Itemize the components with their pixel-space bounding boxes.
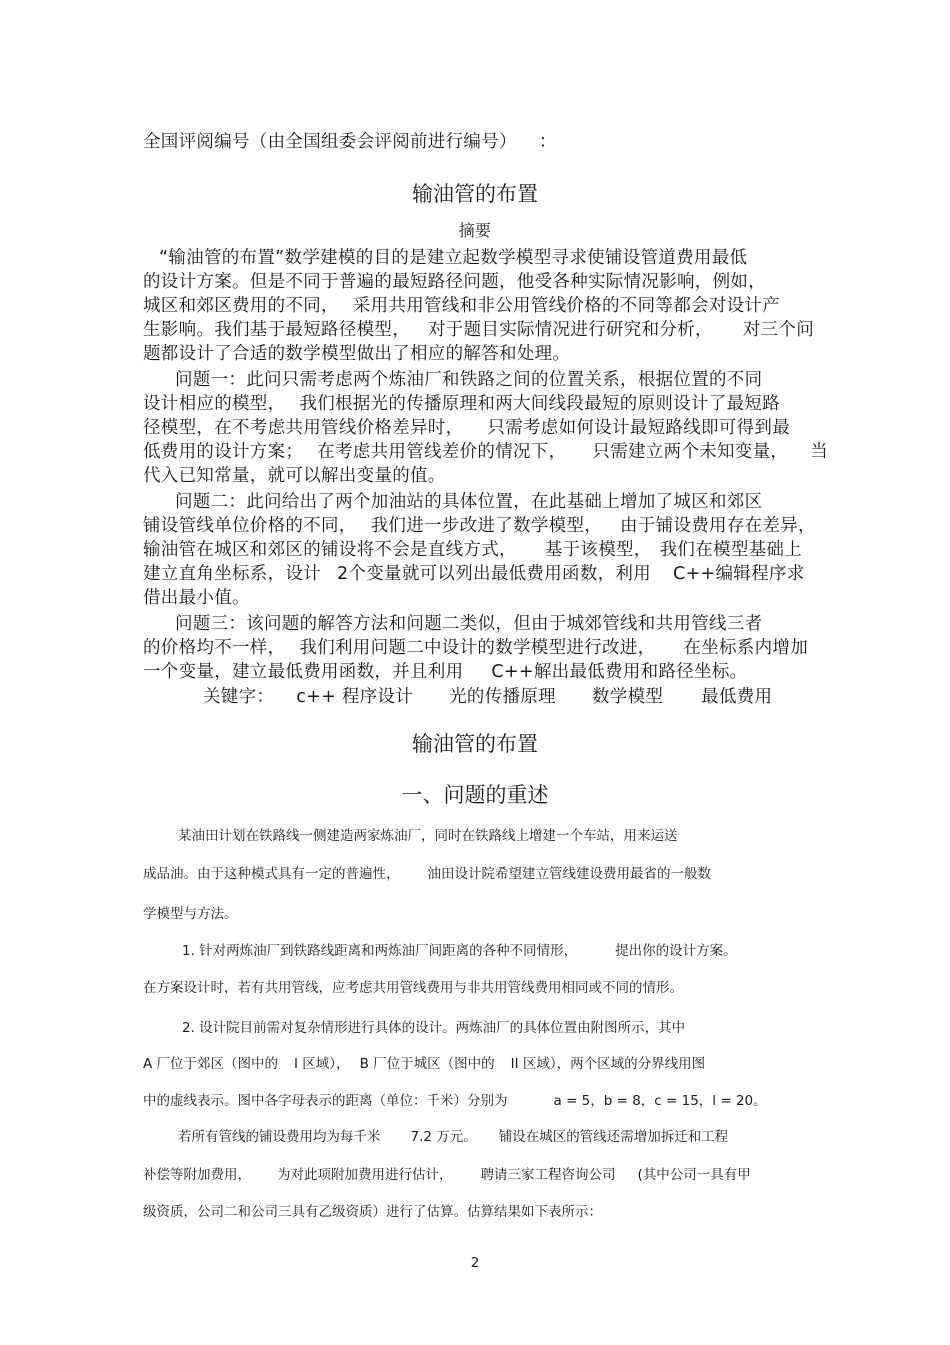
abstract-p2-line4 [143,438,828,463]
abstract-p3-line4c: C++编辑程序求 [673,564,805,584]
keyword-item: c++ 程序设计 [296,687,414,707]
review-number-colon: ： [538,132,557,152]
abstract-p2-line4d: 当 [810,442,829,462]
para2-line1c: 铺设在城区的管线还需增加拆迁和工程 [498,1129,729,1145]
item1-line1 [182,939,737,959]
abstract-p1-line2: 的设计方案。但是不同于普遍的最短路径问题，他受各种实际情况影响，例如， [143,272,766,292]
abstract-p3-line2 [143,512,816,537]
abstract-p3-line5: 借出最小值。 [143,588,250,608]
abstract-p1-line4b: 对于题目实际情况进行研究和分析， [428,320,713,340]
para1-line2a: 成品油。由于这种模式具有一定的普遍性， [143,866,400,882]
abstract-p2-line2 [143,390,780,415]
abstract-heading: 摘要 [458,221,492,240]
abstract-p1-line1: “输油管的布置”数学建模的目的是建立起数学模型寻求使铺设管道费用最低 [159,248,748,268]
abstract-p2-line2a: 设计相应的模型， [143,394,286,414]
abstract-p2-line3a: 径模型，在不考虑共用管线价格差异时， [143,418,464,438]
abstract-p3-line4 [143,560,805,585]
abstract-p4-line2b: 我们利用问题二中设计的数学模型进行改进， [299,638,656,658]
abstract-p3-line4b: 2个变量就可以列出最低费用函数，利用 [337,564,652,584]
abstract-p2-line1: 问题一：此问只需考虑两个炼油厂和铁路之间的位置关系，根据位置的不同 [175,370,763,390]
abstract-p1-line5: 题都设计了合适的数学模型做出了相应的解答和处理。 [143,344,571,364]
para1-line3: 学模型与方法。 [143,906,238,922]
para2-line1 [178,1125,728,1145]
item2-line2d: II 区域），两个区域的分界线用图 [510,1056,706,1072]
abstract-p3-line4a: 建立直角坐标系，设计 [143,564,321,584]
abstract-p2-line3 [143,414,790,439]
para2-line1b: 7.2 万元。 [410,1129,477,1145]
review-number-text: 全国评阅编号（由全国组委会评阅前进行编号） [143,132,517,152]
item1-line1a: 1. 针对两炼油厂到铁路线距离和两炼油厂间距离的各种不同情形， [182,943,578,959]
abstract-p4-line3b: C++解出最低费用和路径坐标。 [491,662,748,682]
abstract-p2-line2b: 我们根据光的传播原理和两大间线段最短的原则设计了最短路 [299,394,781,414]
abstract-p1-line3 [143,292,780,317]
page-title: 输油管的布置 [412,182,538,206]
abstract-p4-line3 [143,658,747,683]
item2-line2 [143,1052,705,1072]
abstract-p3-line2c: 由于铺设费用存在差异， [620,516,816,536]
abstract-p1-line4 [143,316,814,341]
item2-line2b: I 区域）， [294,1056,350,1072]
para2-line3: 级资质，公司二和公司三具有乙级资质）进行了估算。估算结果如下表所示： [143,1204,602,1220]
para2-line2c: 聘请三家工程咨询公司 [480,1167,616,1183]
abstract-p2-line4a: 低费用的设计方案； [143,442,304,462]
para2-line2b: 为对此项附加费用进行估计， [277,1167,453,1183]
keyword-item: 最低费用 [701,687,773,707]
abstract-p2-line4c: 只需建立两个未知变量， [592,442,789,462]
para2-line2 [143,1163,751,1183]
abstract-p4-line2 [143,634,808,659]
item2-line3 [143,1089,767,1109]
keyword-item: 光的传播原理 [449,687,556,707]
abstract-p1-line3a: 城区和郊区费用的不同， [143,296,339,316]
para1-line1: 某油田计划在铁路线一侧建造两家炼油厂，同时在铁路线上增建一个车站，用来运送 [178,828,678,844]
abstract-p4-line2c: 在坐标系内增加 [683,638,809,658]
page-number: 2 [470,1255,480,1271]
para2-line2d: (其中公司一具有甲 [637,1167,751,1183]
abstract-p3-line3b: 基于该模型， [544,540,652,560]
item1-line1b: 提出你的设计方案。 [615,943,737,959]
para2-line2a: 补偿等附加费用， [143,1167,251,1183]
para1-line2 [143,862,711,882]
keyword-item: 数学模型 [591,687,664,707]
abstract-p2-line3b: 只需考虑如何设计最短路线即可得到最 [487,418,791,438]
review-number-label [143,128,557,153]
abstract-p4-line1: 问题三：该问题的解答方法和问题二类似，但由于城郊管线和共用管线三者 [175,614,763,634]
keywords [203,683,772,708]
body-title: 输油管的布置 [412,732,538,756]
item2-line2c: B 厂位于城区（图中的 [359,1056,495,1072]
abstract-p2-line4b: 在考虑共用管线差价的情况下， [317,442,567,462]
abstract-p3-line3 [143,536,802,561]
abstract-p2-line5: 代入已知常量，就可以解出变量的值。 [143,466,446,486]
para2-line1a: 若所有管线的铺设费用均为每千米 [178,1129,381,1145]
keywords-label: 关键字： [203,687,275,707]
abstract-p4-line2a: 的价格均不一样， [143,638,286,658]
abstract-p3-line2b: 我们进一步改进了数学模型， [370,516,603,536]
abstract-p3-line3c: 我们在模型基础上 [659,540,803,560]
item2-line2a: A 厂位于郊区（图中的 [143,1056,279,1072]
item2-line3b: a = 5，b = 8，c = 15，l = 20。 [553,1093,767,1109]
item1-line2: 在方案设计时，若有共用管线，应考虑共用管线费用与非共用管线费用相同或不同的情形。 [143,980,683,996]
abstract-p3-line1: 问题二：此问给出了两个加油站的具体位置，在此基础上增加了城区和郊区 [175,492,763,512]
item2-line1: 2. 设计院目前需对复杂情形进行具体的设计。两炼油厂的具体位置由附图所示，其中 [182,1020,686,1036]
abstract-p1-line4c: 对三个问 [742,320,815,340]
section-1-heading: 一、问题的重述 [401,783,549,807]
abstract-p3-line2a: 铺设管线单位价格的不同， [143,516,357,536]
item2-line3a: 中的虚线表示。图中各字母表示的距离（单位：千米）分别为 [143,1093,508,1109]
para1-line2b: 油田设计院希望建立管线建设费用最省的一般数 [427,866,711,882]
abstract-p4-line3a: 一个变量，建立最低费用函数，并且利用 [143,662,464,682]
abstract-p3-line3a: 输油管在城区和郊区的铺设将不会是直线方式， [143,540,517,560]
abstract-p1-line4a: 生影响。我们基于最短路径模型， [143,320,410,340]
abstract-p1-line3b: 采用共用管线和非公用管线价格的不同等都会对设计产 [352,296,781,316]
